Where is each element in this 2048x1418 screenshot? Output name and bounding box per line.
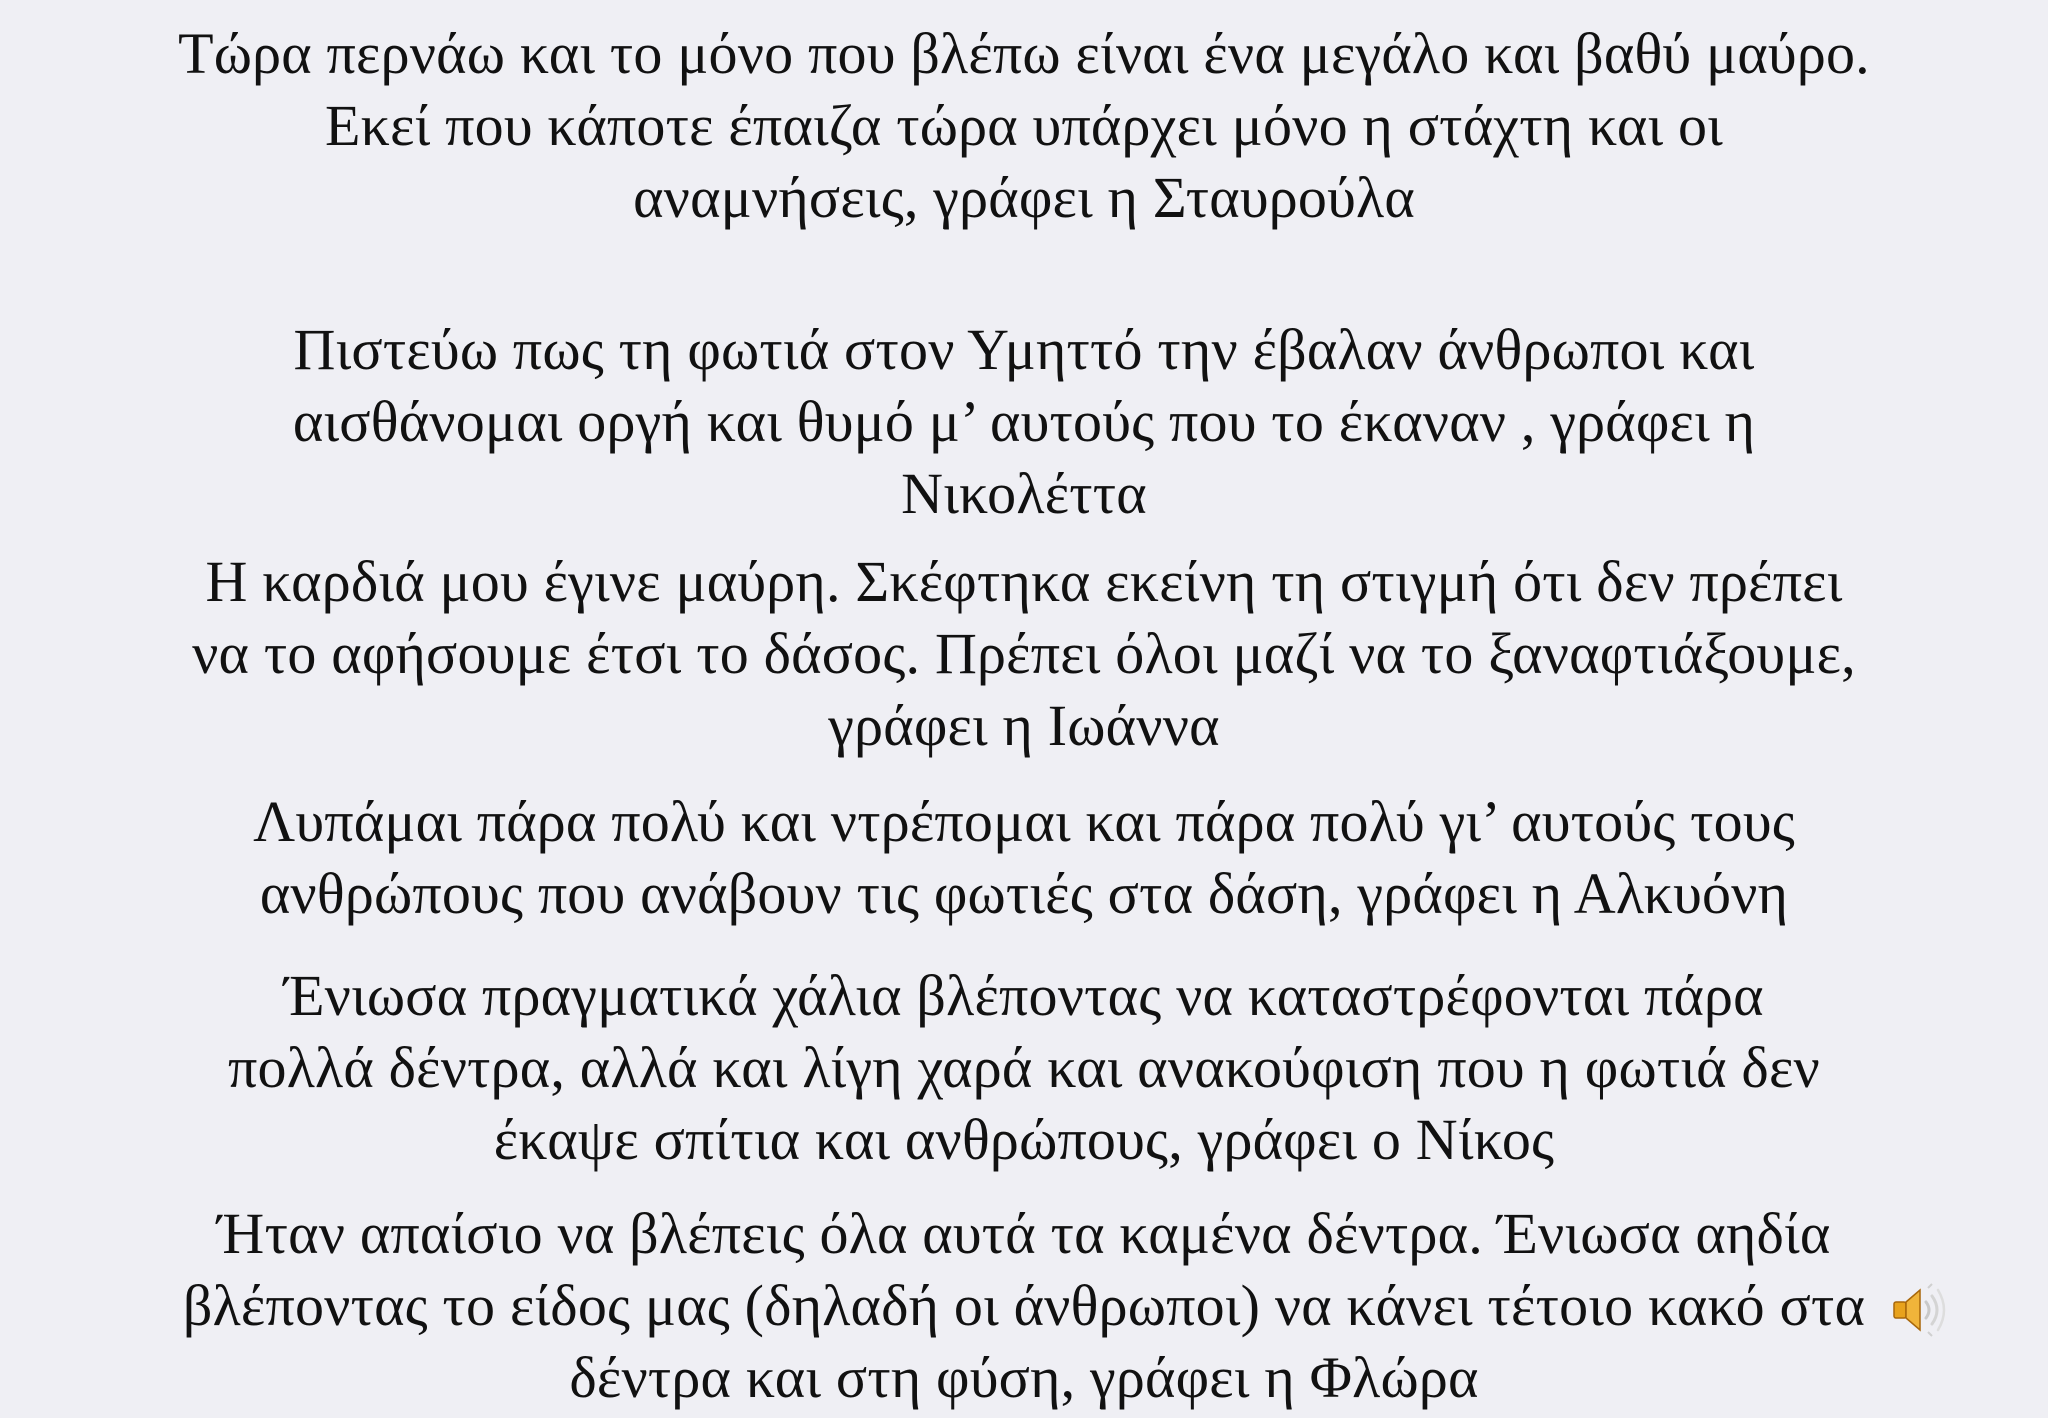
text-line: Ένιωσα πραγματικά χάλια βλέποντας να καταστρέφονται πάρα xyxy=(284,963,1764,1028)
testimony-ioanna xyxy=(0,546,2048,762)
text-line: Πιστεύω πως τη φωτιά στον Υμηττό την έβαλαν άνθρωποι και xyxy=(293,317,1755,382)
speaker-volume-icon-graphic xyxy=(1888,1278,1952,1342)
testimony-nikoletta xyxy=(0,314,2048,530)
text-line: πολλά δέντρα, αλλά και λίγη χαρά και ανακούφιση που η φωτιά δεν xyxy=(228,1035,1820,1100)
testimony-alkyoni xyxy=(0,786,2048,930)
text-line: ανθρώπους που ανάβουν τις φωτιές στα δάση, γράφει η Αλκυόνη xyxy=(259,861,1789,926)
text-line: αισθάνομαι οργή και θυμό μ’ αυτούς που το έκαναν , γράφει η xyxy=(292,389,1756,454)
text-line: βλέποντας το είδος μας (δηλαδή οι άνθρωποι) να κάνει τέτοιο κακό στα xyxy=(182,1273,1866,1338)
testimony-flora xyxy=(0,1198,2048,1414)
text-line: Νικολέττα xyxy=(901,461,1147,526)
testimony-nikos xyxy=(0,960,2048,1176)
text-line: γράφει η Ιωάννα xyxy=(828,693,1220,758)
text-line: δέντρα και στη φύση, γράφει η Φλώρα xyxy=(569,1345,1479,1410)
text-line: Λυπάμαι πάρα πολύ και ντρέπομαι και πάρα πολύ γι’ αυτούς τους xyxy=(253,789,1795,854)
text-line: να το αφήσουμε έτσι το δάσος. Πρέπει όλοι μαζί να το ξαναφτιάξουμε, xyxy=(192,621,1856,686)
text-line: Η καρδιά μου έγινε μαύρη. Σκέφτηκα εκείνη τη στιγμή ότι δεν πρέπει xyxy=(205,549,1843,614)
text-line: Τώρα περνάω και το μόνο που βλέπω είναι ένα μεγάλο και βαθύ μαύρο. xyxy=(178,21,1870,86)
text-line: έκαψε σπίτια και ανθρώπους, γράφει ο Νίκος xyxy=(493,1107,1555,1172)
text-line: Ήταν απαίσιο να βλέπεις όλα αυτά τα καμένα δέντρα. Ένιωσα αηδία xyxy=(217,1201,1831,1266)
text-line: αναμνήσεις, γράφει η Σταυρούλα xyxy=(633,165,1415,230)
speaker-volume-icon[interactable] xyxy=(1888,1278,1952,1342)
testimony-stavroula xyxy=(0,18,2048,234)
text-line: Εκεί που κάποτε έπαιζα τώρα υπάρχει μόνο η στάχτη και οι xyxy=(325,93,1723,158)
